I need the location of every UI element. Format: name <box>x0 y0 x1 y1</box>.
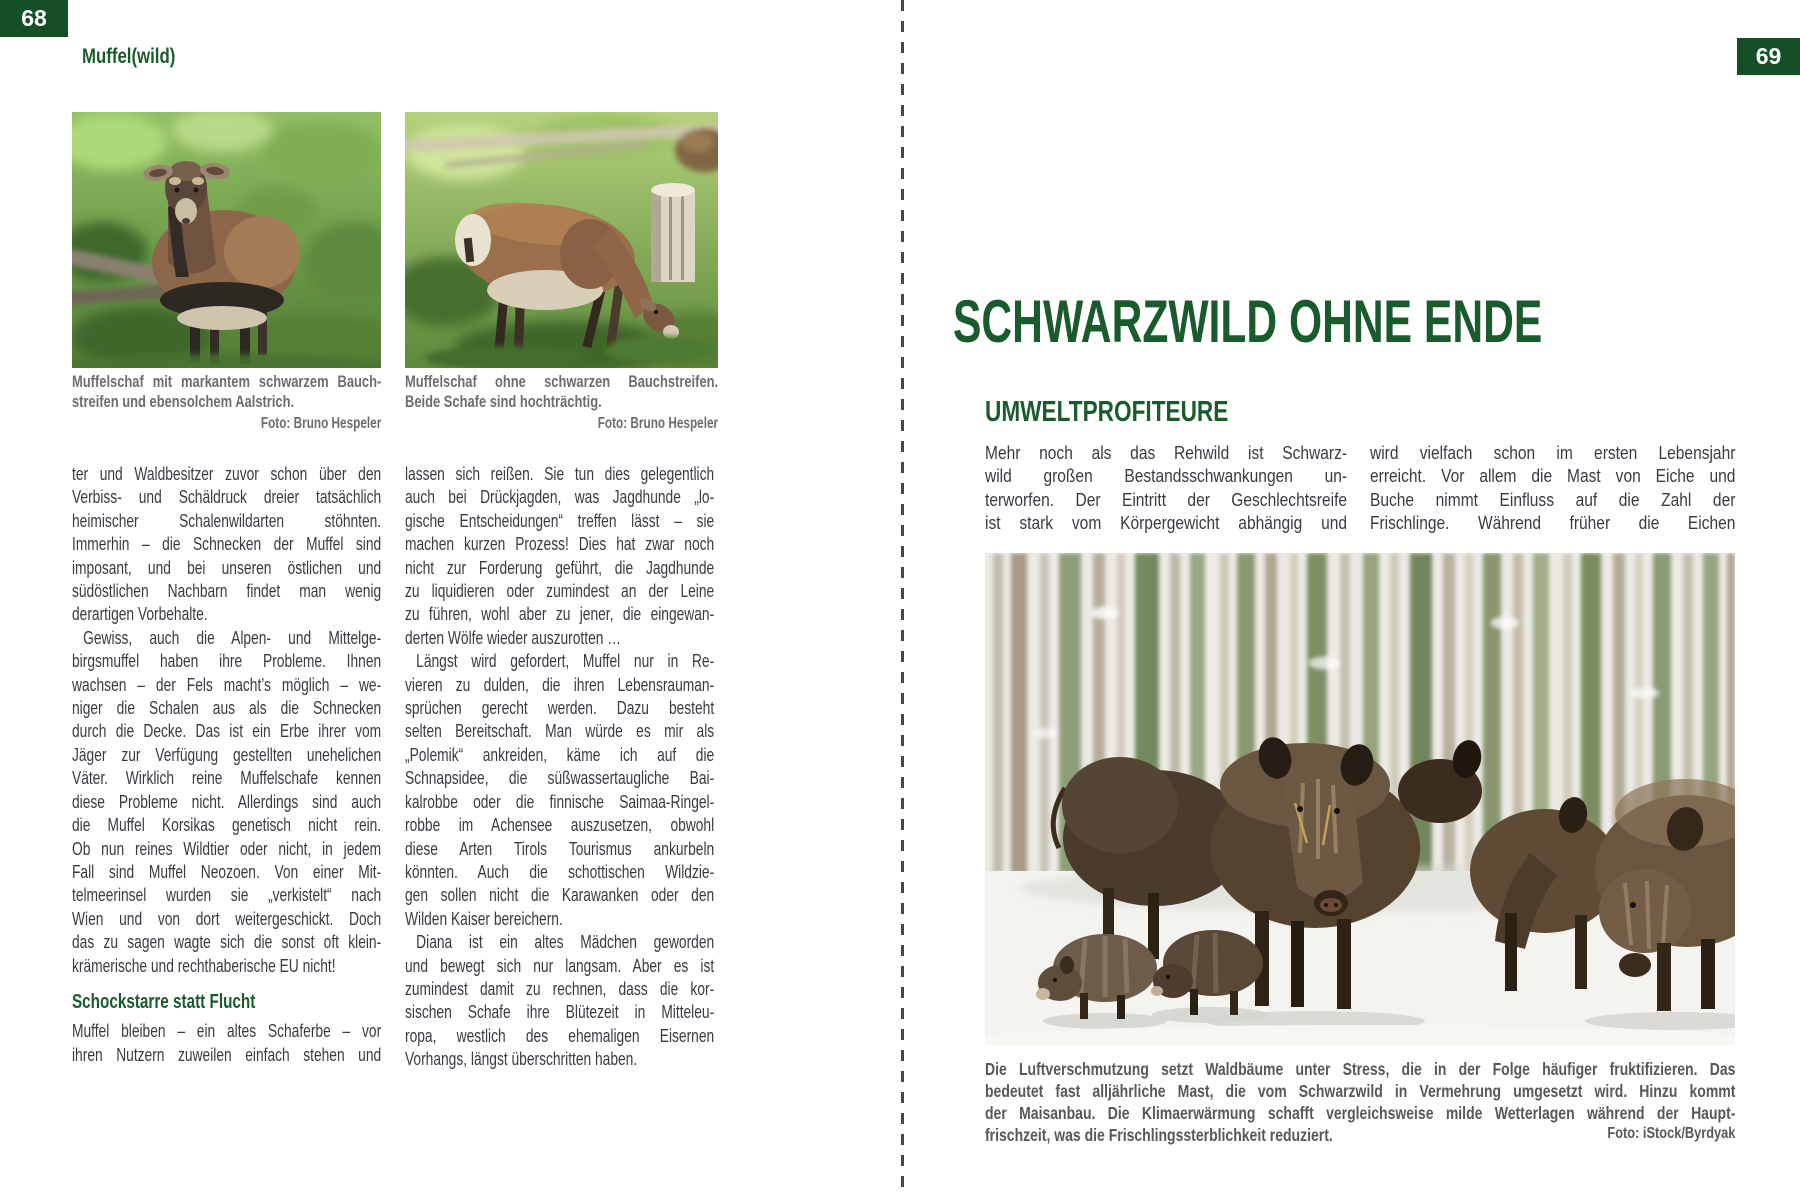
paragraph <box>405 462 714 649</box>
text-line: Diana ist ein altes Mädchen geworden <box>416 931 715 953</box>
text-line: Wilden Kaiser bereichern. <box>405 907 563 929</box>
text-line: robbe im Achensee auszusetzen, obwohl <box>405 814 715 836</box>
text-line: auch bei Drückjagden, was Jagdhunde „lo- <box>405 486 715 508</box>
text-line: zumindest damit zu rechnen, dass die kor- <box>405 977 715 999</box>
text-line: derten Wölfe wieder auszurotten … <box>405 626 622 648</box>
text-line: zu liquidieren oder zumindest an der Leine <box>405 580 715 602</box>
caption-line: der Maisanbau. Die Klimaerwärmung schafft vergleichsweise milde Wetterlagen während der Haupt- <box>985 1103 1736 1123</box>
text-line: kalrobbe oder die finnische Saimaa-Ringel- <box>405 790 715 812</box>
right-page-column-1 <box>985 441 1347 535</box>
text-line: südöstlichen Nachbarn findet man wenig <box>72 580 382 602</box>
text-line: durch die Decke. Das ist ein Erbe ihrer vom <box>72 720 382 742</box>
text-line: ist stark vom Körpergewicht abhängig und <box>985 512 1348 534</box>
text-line: Muffel bleiben – ein altes Schaferbe – vor <box>72 1020 382 1042</box>
photo1-caption <box>72 372 381 434</box>
text-line: vieren zu dulden, die ihren Lebensrauman- <box>405 673 715 695</box>
stump <box>651 183 695 282</box>
text-line: machen kurzen Prozess! Dies hat zwar noch <box>405 533 715 555</box>
mouflon-grazing-photo <box>405 112 718 368</box>
text-line: Buche nimmt Einfluss auf die Zahl der <box>1370 488 1736 510</box>
text-line: wachsen – der Fels macht’s möglich – we- <box>72 673 382 695</box>
text-line: gen sollen nicht die Karawanken oder den <box>405 884 715 906</box>
text-line: lassen sich reißen. Sie tun dies gelegentlich <box>405 463 715 484</box>
text-line: „Polemik“ ankreiden, käme ich auf die <box>405 743 715 765</box>
text-line: das zu sagen wagte sich die sonst oft klein- <box>72 931 382 953</box>
caption-line: Die Luftverschmutzung setzt Waldbäume unter Stress, die in der Folge häufiger fruktifizieren. Das <box>985 1059 1736 1079</box>
text-line: sprüchen gerecht werden. Dazu besteht <box>405 697 715 719</box>
right-page-column-2 <box>1370 441 1735 535</box>
page-number-right: 69 <box>1737 38 1800 75</box>
text-line: nicht zur Forderung geführt, die Jagdhunde <box>405 556 715 578</box>
photo-credit: Foto: Bruno Hespeler <box>597 415 719 432</box>
photo2-caption <box>405 372 718 434</box>
text-line: derartigen Vorbehalte. <box>72 603 208 625</box>
caption-line: Beide Schafe sind hochträchtig. <box>405 392 602 411</box>
text-line: diese Probleme nicht. Allerdings sind auch <box>72 790 382 812</box>
page-fold-divider <box>901 0 904 1192</box>
text-line: wild großen Bestandsschwankungen un- <box>985 465 1348 487</box>
caption-line: frischzeit, was die Frischlingssterblichkeit reduziert. <box>985 1125 1333 1145</box>
text-line: zu führen, wohl aber zu jener, die eingewan- <box>405 603 715 625</box>
text-line: diese Arten Tirols Tourismus ankurbeln <box>405 837 715 859</box>
photo-credit: Foto: iStock/Byrdyak <box>1607 1125 1736 1142</box>
caption-line: Muffelschaf ohne schwarzen Bauchstreifen. <box>405 372 719 391</box>
text-line: Verbiss- und Schäldruck dreier tatsächlich <box>72 486 382 508</box>
text-line: Vorhangs, längst überschritten haben. <box>405 1048 638 1070</box>
running-header: Muffel(wild) <box>82 45 176 68</box>
text-line: Jäger zur Verfügung gestellten unehelichen <box>72 743 382 765</box>
text-line: imposant, und bei unseren östlichen und <box>72 556 382 578</box>
text-line: heimischer Schalenwildarten stöhnten. <box>72 509 382 531</box>
text-line: erreicht. Vor allem die Mast von Eiche und <box>1370 465 1736 487</box>
text-line: sischen Schafe ihre Blütezeit in Mitteleu- <box>405 1001 715 1023</box>
text-line: Immerhin – die Schnecken der Muffel sind <box>72 533 382 555</box>
text-line: Längst wird gefordert, Muffel nur in Re- <box>416 650 715 672</box>
text-line: könnten. Auch die schottischen Wildzie- <box>405 860 715 882</box>
paragraph <box>405 649 714 930</box>
mouflon-standing-photo <box>72 112 381 368</box>
page-number-left: 68 <box>0 0 68 37</box>
photo-credit: Foto: Bruno Hespeler <box>260 415 382 432</box>
paragraph <box>72 462 381 626</box>
text-line: Ob nun reines Wildtier oder nicht, in jedem <box>72 837 382 859</box>
text-line: Mehr noch als das Rehwild ist Schwarz- <box>985 442 1348 463</box>
subheading: Schockstarre statt Flucht <box>72 989 256 1013</box>
caption-line: streifen und ebensolchem Aalstrich. <box>72 392 295 411</box>
wild-boar-photo <box>985 553 1735 1045</box>
text-line: Gewiss, auch die Alpen- und Mittelge- <box>83 626 382 648</box>
text-line: gische Entscheidungen“ treffen lässt – sie <box>405 509 715 531</box>
text-line: terworfen. Der Eintritt der Geschlechtsreife <box>985 488 1348 510</box>
text-line: Fall sind Muffel Neozoen. Von einer Mit- <box>72 860 382 882</box>
text-line: Wien und von dort weitergeschickt. Doch <box>72 907 382 929</box>
text-line: Frischlinge. Während früher die Eichen <box>1370 512 1736 534</box>
text-line: die Muffel Korsikas genetisch nicht rein. <box>72 814 382 836</box>
paragraph <box>72 626 381 977</box>
paragraph <box>405 930 714 1070</box>
text-line: ropa, westlich des ehemaligen Eisernen <box>405 1024 715 1046</box>
boar-photo-caption <box>985 1058 1735 1146</box>
text-line: und bewegt sich nur langsam. Aber es ist <box>405 954 715 976</box>
left-page-column-2 <box>405 462 714 1071</box>
text-line: Väter. Wirklich reine Muffelschafe kennen <box>72 767 382 789</box>
text-line: selten Bereitschaft. Man würde es mir als <box>405 720 715 742</box>
section-kicker: UMWELTPROFITEURE <box>985 396 1229 428</box>
text-line: Schnapsidee, die süßwassertaugliche Bai- <box>405 767 715 789</box>
caption-line: Muffelschaf mit markantem schwarzem Bauch- <box>72 372 382 391</box>
text-line: telmeerinsel wurden sie „verkistelt“ nach <box>72 884 382 906</box>
paragraph <box>1370 441 1735 535</box>
text-line: wird vielfach schon im ersten Lebensjahr <box>1370 442 1736 463</box>
text-line: ihren Nutzern zuweilen einfach stehen und <box>72 1043 382 1065</box>
text-line: birgsmuffel haben ihre Probleme. Ihnen <box>72 650 382 672</box>
caption-line: bedeutet fast alljährliche Mast, die vom Schwarzwild in Vermehrung umgesetzt wird. Hinzu kommt <box>985 1081 1736 1101</box>
text-line: niger die Schalen aus als die Schnecken <box>72 697 382 719</box>
text-line: krämerische und rechthaberische EU nicht! <box>72 954 336 976</box>
paragraph <box>72 1019 381 1066</box>
chapter-title: SCHWARZWILD OHNE ENDE <box>953 288 1543 355</box>
paragraph <box>985 441 1347 535</box>
text-line: ter und Waldbesitzer zuvor schon über den <box>72 463 382 484</box>
left-page-column-1 <box>72 462 381 1066</box>
